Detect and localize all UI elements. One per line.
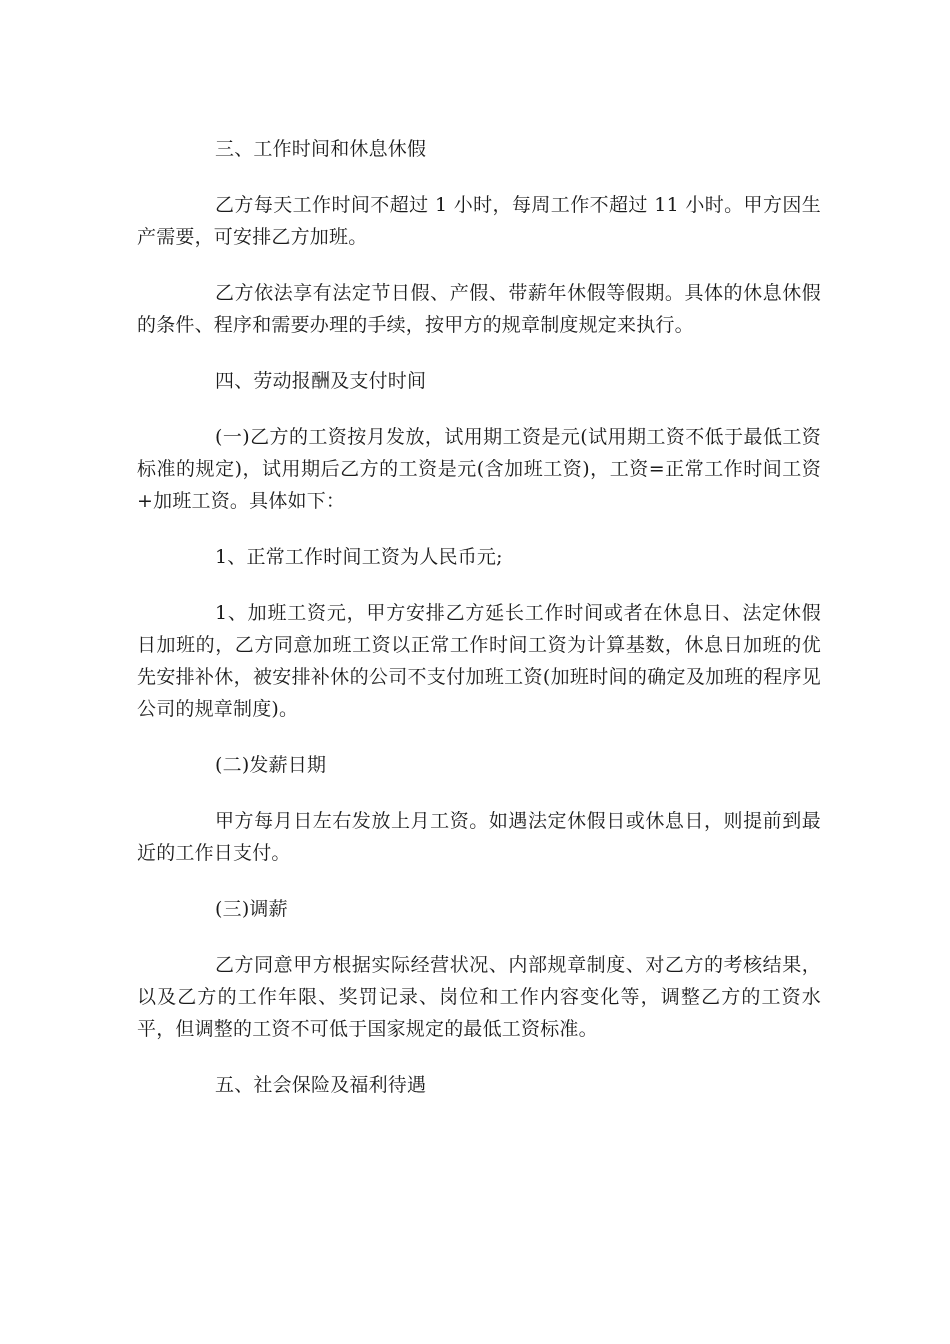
subheading-salary-adjustment: (三)调薪 [215,898,288,920]
section-heading-remuneration: 四、劳动报酬及支付时间 [215,370,427,392]
section-heading-work-hours: 三、工作时间和休息休假 [215,138,427,160]
document-body [137,133,821,1125]
paragraph-salary: (一)乙方的工资按月发放，试用期工资是元(试用期工资不低于最低工资标准的规定)，试用期后乙方的工资是元(含加班工资)，工资=正常工作时间工资+加班工资。具体如下： [137,426,821,512]
subheading-payday: (二)发薪日期 [215,754,327,776]
paragraph-work-hours: 乙方每天工作时间不超过 1 小时，每周工作不超过 11 小时。甲方因生产需要，可安排乙方加班。 [137,194,821,248]
paragraph-payday: 甲方每月日左右发放上月工资。如遇法定休假日或休息日，则提前到最近的工作日支付。 [137,810,821,864]
paragraph-salary-adjustment: 乙方同意甲方根据实际经营状况、内部规章制度、对乙方的考核结果，以及乙方的工作年限、奖罚记录、岗位和工作内容变化等，调整乙方的工资水平，但调整的工资不可低于国家规定的最低工资标准。 [137,954,821,1040]
section-heading-social-insurance: 五、社会保险及福利待遇 [215,1074,427,1096]
paragraph-normal-wage: 1、正常工作时间工资为人民币元; [215,546,503,568]
paragraph-leave: 乙方依法享有法定节日假、产假、带薪年休假等假期。具体的休息休假的条件、程序和需要办理的手续，按甲方的规章制度规定来执行。 [137,282,821,336]
paragraph-overtime-wage: 1、加班工资元，甲方安排乙方延长工作时间或者在休息日、法定休假日加班的，乙方同意加班工资以正常工作时间工资为计算基数，休息日加班的优先安排补休，被安排补休的公司不支付加班工资(加班时间的确定及加班的程序见公司的规章制度)。 [137,602,821,720]
